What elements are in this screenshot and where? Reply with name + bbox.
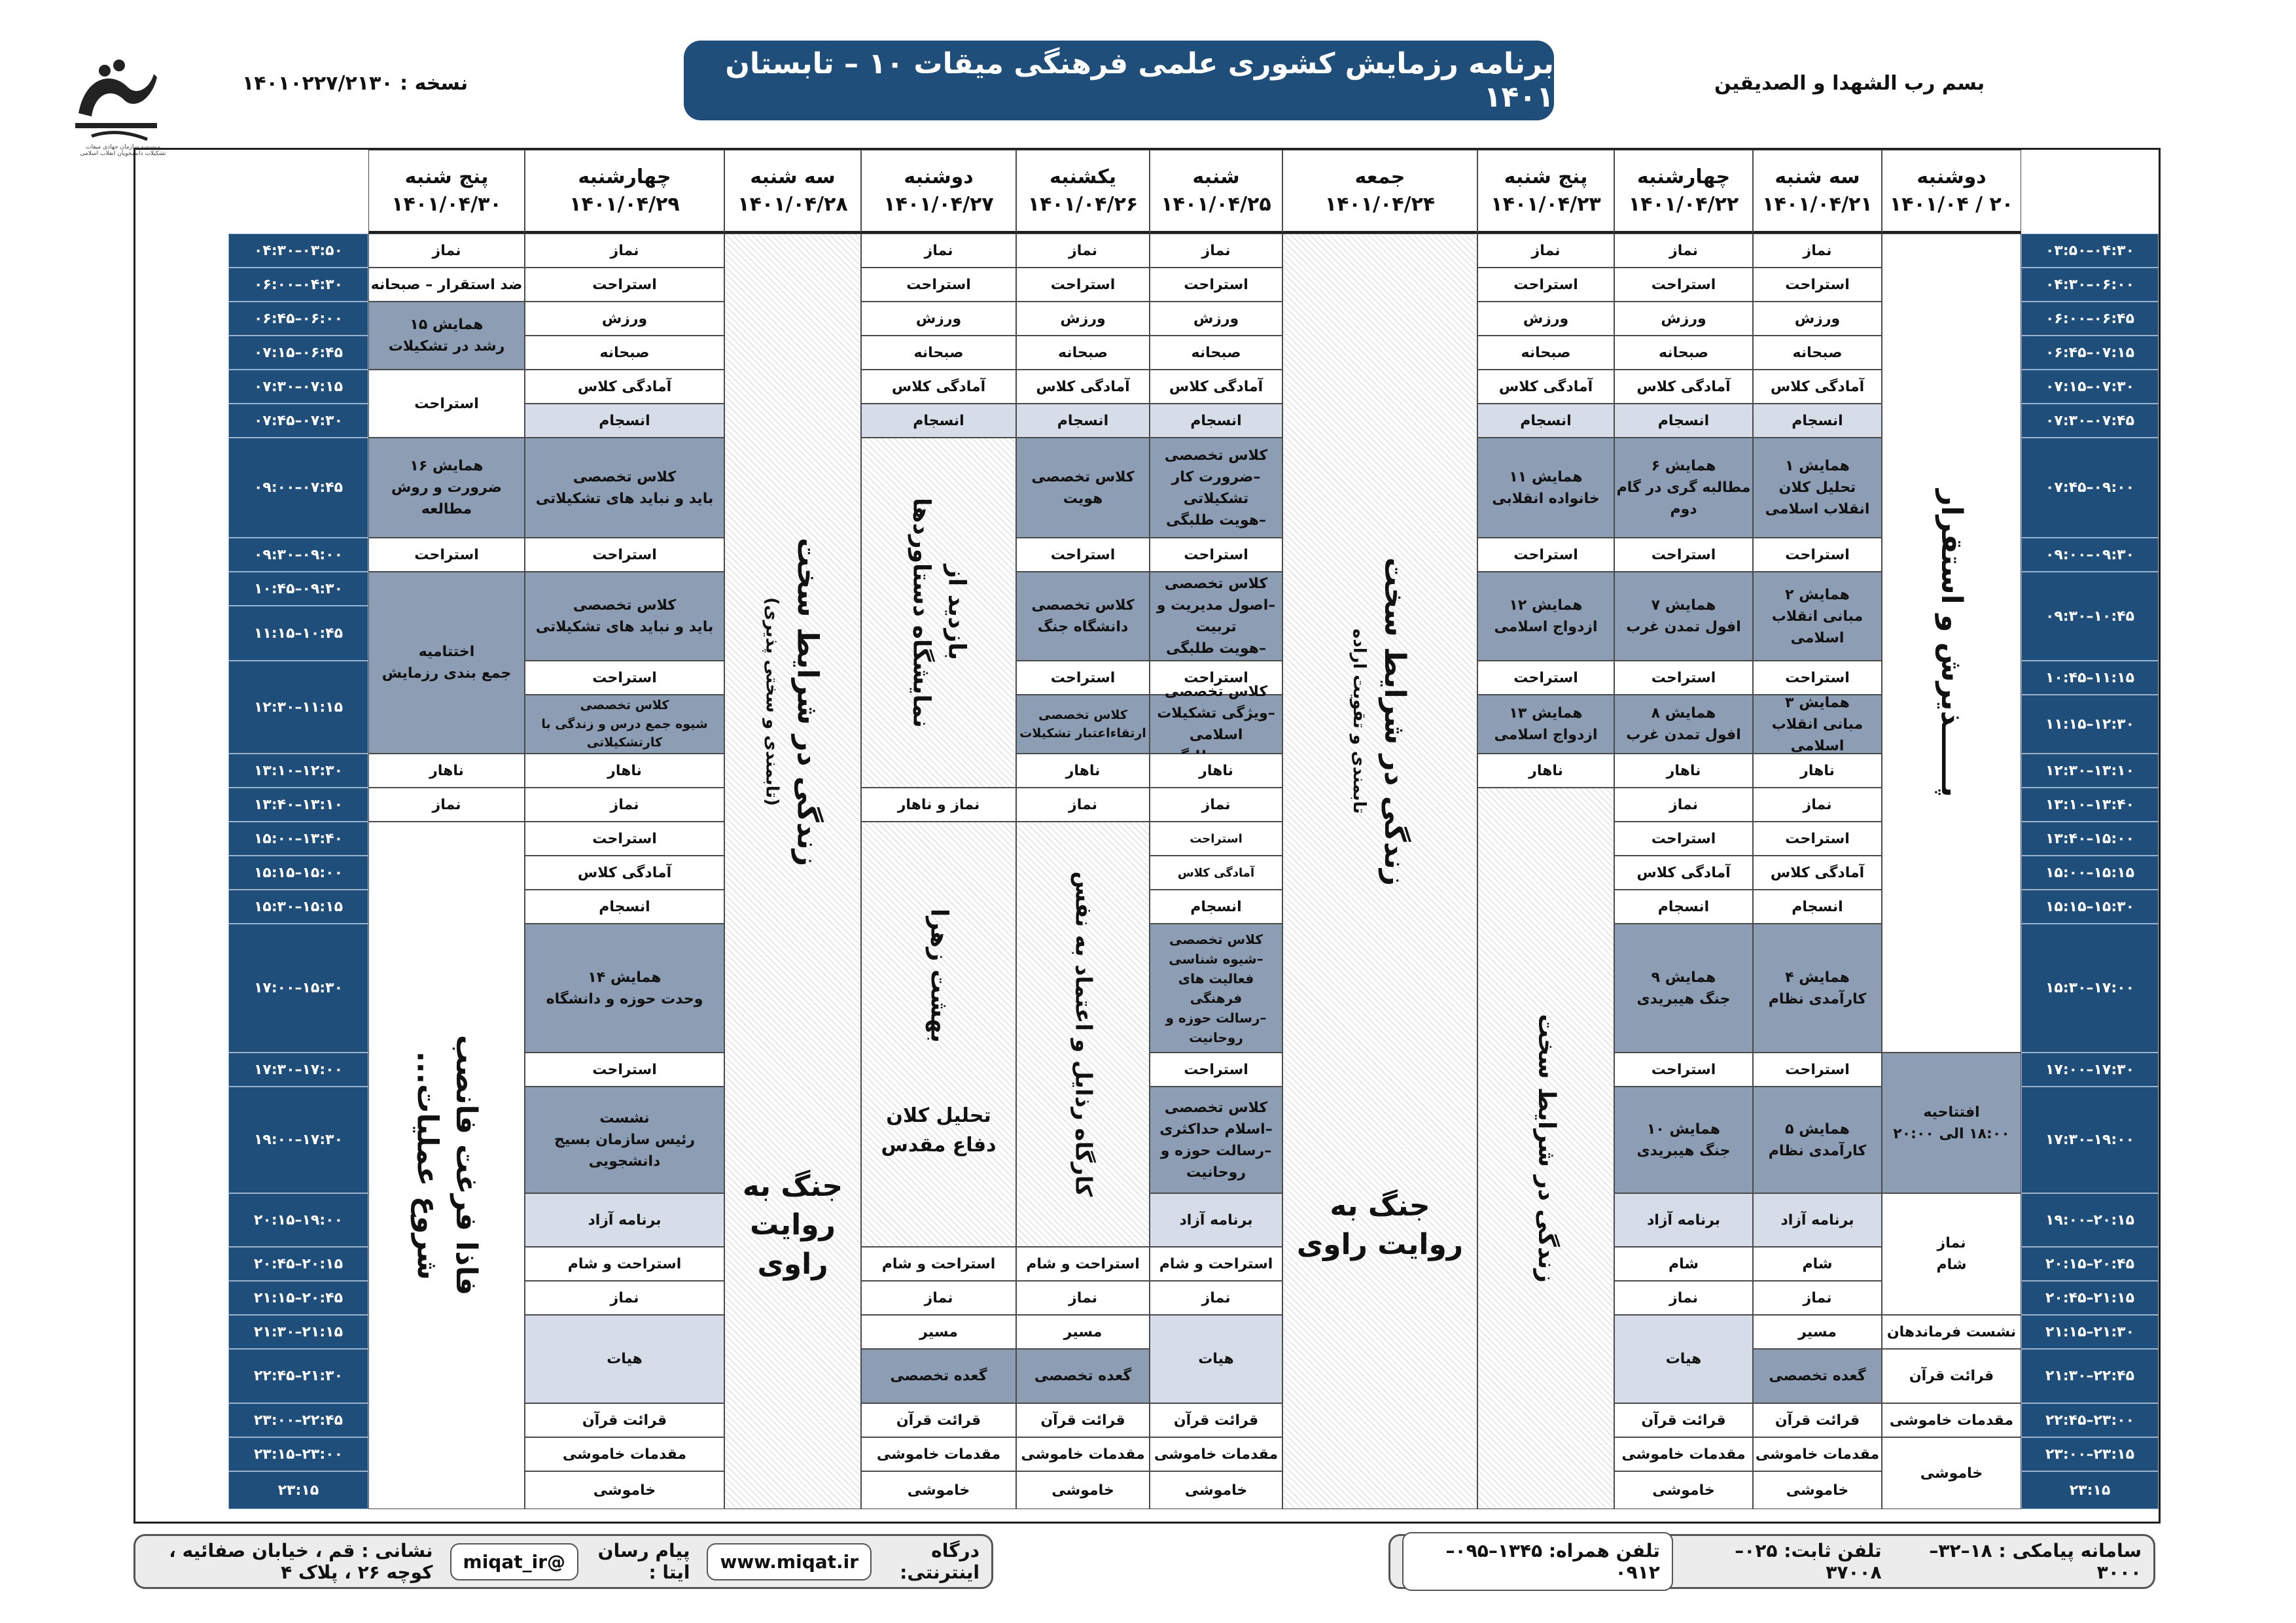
cell-prayer: نماز	[525, 1281, 724, 1315]
cell-specialist-class: کلاس تخصصی شیوه جمع درس و زندگی با کارتشکیلاتی	[525, 695, 724, 754]
cell-silence-prep: مقدمات خاموشی	[861, 1437, 1016, 1471]
time-slot: ۲۳:۱۵	[228, 1471, 368, 1509]
cell-prayer: نماز	[1016, 1281, 1150, 1315]
time-slot: ۰۹:۰۰–۰۹:۳۰	[228, 538, 368, 572]
cell-rest: استراحت	[861, 268, 1016, 302]
day-header: دوشنبه ۱۴۰۱/۰۴/۲۷	[861, 150, 1016, 234]
cell-closing: اختتامیه جمع بندی رزمایش	[368, 572, 525, 754]
cell-seminar: همایش ۸ افول تمدن غرب	[1614, 695, 1753, 754]
cell-rest: استراحت	[1477, 661, 1614, 695]
cell-rest-dinner: استراحت و شام	[861, 1247, 1016, 1281]
cell-quran: قرائت قرآن	[1614, 1403, 1753, 1437]
cell-prayer: نماز	[1150, 1281, 1282, 1315]
cell-prayer: نماز	[1614, 1281, 1753, 1315]
cell-exercise: ورزش	[1150, 302, 1282, 336]
cell-seminar: همایش ۱۱ خانواده انقلابی	[1477, 438, 1614, 538]
time-slot: ۱۱:۱۵–۱۲:۳۰	[228, 661, 368, 754]
cell-cohesion: انسجام	[1016, 404, 1150, 438]
cell-exercise: ورزش	[861, 302, 1016, 336]
cell-heyat: هیات	[1614, 1315, 1753, 1403]
cell-rest: استراحت	[1477, 538, 1614, 572]
time-slot: ۲۱:۳۰–۲۲:۴۵	[228, 1349, 368, 1403]
cell-silence: خاموشی	[861, 1471, 1016, 1509]
cell-rest: استراحت	[1614, 268, 1753, 302]
cell-specialist-class: کلاس تخصصی باید و نباید های تشکیلاتی	[525, 572, 724, 661]
cell-rest: استراحت	[1614, 538, 1753, 572]
cell-quran: قرائت قرآن	[1016, 1403, 1150, 1437]
cell-free-program: برنامه آزاد	[1150, 1193, 1282, 1247]
cell-free-program: برنامه آزاد	[1614, 1193, 1753, 1247]
cell-rest: استراحت	[1150, 268, 1282, 302]
time-slot: ۲۳:۰۰–۲۳:۱۵	[228, 1437, 368, 1471]
time-slot: ۲۳:۱۵–۲۳:۰۰	[2021, 1437, 2159, 1471]
page-title: برنامه رزمایش کشوری علمی فرهنگی میقات ۱۰ – تابستان ۱۴۰۱	[684, 41, 1554, 120]
eita-label: پیام رسان ایتا :	[597, 1540, 690, 1583]
time-slot: ۱۰:۴۵–۱۱:۱۵	[228, 606, 368, 661]
cell-silence: خاموشی	[1753, 1471, 1882, 1509]
time-slot: ۰۴:۳۰–۰۶:۰۰	[228, 268, 368, 302]
time-slot: ۱۷:۳۰–۱۹:۰۰	[228, 1087, 368, 1193]
cell-rest: استراحت	[1614, 822, 1753, 856]
sms-number: سامانه پیامکی : ۱۸–۳۲–۳۰۰۰	[1929, 1540, 2142, 1583]
hard-life-label: زندگی در شرایط سخت	[790, 537, 824, 866]
willpower-label: تابمندی و تقویت اراده	[1349, 629, 1369, 814]
cell-prayer: نماز	[525, 234, 724, 268]
cell-breakfast: صبحانه	[1477, 336, 1614, 370]
cell-lunch: ناهار	[525, 754, 724, 788]
holy-defense-label: تحلیل کلان دفاع مقدس	[881, 1104, 997, 1157]
time-slot: ۲۱:۳۰–۲۱:۱۵	[2021, 1315, 2159, 1349]
time-slot: ۱۵:۳۰–۱۵:۱۵	[2021, 890, 2159, 924]
cell-rest: استراحت	[1614, 1053, 1753, 1087]
cell-lunch: ناهار	[1016, 754, 1150, 788]
time-slot: ۱۳:۴۰–۱۵:۰۰	[228, 822, 368, 856]
day-header: یکشنبه ۱۴۰۱/۰۴/۲۶	[1016, 150, 1150, 234]
cell-rest: استراحت	[1150, 661, 1282, 695]
cell-free-program: برنامه آزاد	[1753, 1193, 1882, 1247]
cell-class-prep: آمادگی کلاس	[525, 856, 724, 890]
cell-breakfast: صبحانه	[525, 336, 724, 370]
time-slot: ۰۷:۳۰–۰۷:۴۵	[228, 404, 368, 438]
footer-contact-left	[133, 1534, 993, 1589]
hard-life-label: زندگی در شرایط سخت	[1378, 557, 1412, 886]
time-slot: ۱۲:۳۰–۱۳:۱۰	[228, 754, 368, 788]
cell-prayer: نماز	[1753, 788, 1882, 822]
cell-cohesion: انسجام	[1753, 890, 1882, 924]
time-slot: ۱۷:۳۰–۱۷:۰۰	[2021, 1053, 2159, 1087]
cell-cohesion: انسجام	[1614, 404, 1753, 438]
cell-cohesion: انسجام	[1150, 404, 1282, 438]
time-slot: ۱۳:۴۰–۱۳:۱۰	[2021, 788, 2159, 822]
cell-exercise: ورزش	[525, 302, 724, 336]
cell-prayer: نماز	[525, 788, 724, 822]
time-slot: ۰۹:۰۰–۰۷:۴۵	[2021, 438, 2159, 538]
cell-prayer: نماز	[368, 234, 525, 268]
cell-exercise: ورزش	[1614, 302, 1753, 336]
cell-breakfast: صبحانه	[1753, 336, 1882, 370]
time-slot: ۲۲:۴۵–۲۱:۳۰	[2021, 1349, 2159, 1403]
time-slot: ۰۷:۱۵–۰۶:۴۵	[2021, 336, 2159, 370]
cell-specialist-gathering: گعده تخصصی	[1016, 1349, 1150, 1403]
miqat-logo-icon	[65, 51, 164, 156]
cell-seminar: همایش ۱۲ ازدواج اسلامی	[1477, 572, 1614, 661]
cell-quran: قرائت قرآن	[1753, 1403, 1882, 1437]
cell-rest: استراحت	[1477, 268, 1614, 302]
cell-rest: استراحت	[1016, 538, 1150, 572]
cell-cohesion: انسجام	[1614, 890, 1753, 924]
cell-class-prep: آمادگی کلاس	[1477, 370, 1614, 404]
copy-value: ۱۴۰۱۰۲۲۷/۲۱۳۰	[242, 72, 393, 95]
cell-cohesion: انسجام	[861, 404, 1016, 438]
cell-seminar: همایش ۱۵ رشد در تشکیلات	[368, 302, 525, 370]
day-header: شنبه ۱۴۰۱/۰۴/۲۵	[1150, 150, 1282, 234]
cell-lunch: ناهار	[1477, 754, 1614, 788]
cell-specialist-class: –ویژگی تشکیلات اسلامی	[1150, 695, 1282, 754]
cell-rest: استراحت	[368, 370, 525, 438]
tuesday-hard-life	[758, 538, 826, 866]
time-slot: ۱۰:۴۵–۰۹:۳۰	[2021, 572, 2159, 661]
cell-prayer: نماز	[1150, 234, 1282, 268]
time-slot: ۰۶:۴۵–۰۶:۰۰	[2021, 302, 2159, 336]
time-slot: ۰۶:۴۵–۰۷:۱۵	[228, 336, 368, 370]
cell-dinner: شام	[1753, 1247, 1882, 1281]
copy-number	[242, 72, 468, 95]
time-slot: ۰۹:۳۰–۱۰:۴۵	[228, 572, 368, 606]
cell-silence: خاموشی	[1882, 1437, 2021, 1509]
time-slot: ۱۳:۱۰–۱۲:۳۰	[2021, 754, 2159, 788]
website-label: درگاه اینترنتی:	[900, 1540, 980, 1583]
cell-seminar: همایش ۱۴ وحدت حوزه و دانشگاه	[525, 924, 724, 1053]
time-slot: ۱۳:۱۰–۱۳:۴۰	[228, 788, 368, 822]
time-slot: ۰۷:۳۰–۰۷:۱۵	[2021, 370, 2159, 404]
day-header: جمعه ۱۴۰۱/۰۴/۲۴	[1282, 150, 1477, 234]
cell-prayer: نماز	[861, 234, 1016, 268]
cell-seminar: همایش ۱۰ جنگ هیبریدی	[1614, 1087, 1753, 1193]
cell-breakfast: صبحانه	[1150, 336, 1282, 370]
cell-specialist-class: کلاس تخصصی –شیوه شناسی فعالیت های فرهنگی –رسالت حوزه و روحانیت	[1150, 924, 1282, 1053]
cell-rest-dinner: استراحت و شام	[1150, 1247, 1282, 1281]
cell-exercise: ورزش	[1477, 302, 1614, 336]
cell-seminar: همایش ۵ کارآمدی نظام	[1753, 1087, 1882, 1193]
cell-rest: استراحت	[1753, 268, 1882, 302]
time-slot: ۱۵:۱۵–۱۵:۳۰	[228, 890, 368, 924]
day-header: سه شنبه ۱۴۰۱/۰۴/۲۱	[1753, 150, 1882, 234]
time-slot: ۱۵:۰۰–۱۳:۴۰	[2021, 822, 2159, 856]
day-header: چهارشنبه ۱۴۰۱/۰۴/۲۲	[1614, 150, 1753, 234]
cell-quran: قرائت قرآن	[525, 1403, 724, 1437]
cell-prayer: نماز	[1150, 788, 1282, 822]
cell-hard-conditions: زندگی در شرایط سخت	[1477, 788, 1614, 1509]
cell-prayer: نماز	[1753, 234, 1882, 268]
cell-rest: استراحت	[525, 268, 724, 302]
cell-class-prep: آمادگی کلاس	[525, 370, 724, 404]
time-slot: ۱۲:۳۰–۱۱:۱۵	[2021, 695, 2159, 754]
time-slot: ۱۹:۰۰–۱۷:۳۰	[2021, 1087, 2159, 1193]
cell-exercise: ورزش	[1016, 302, 1150, 336]
cell-class-prep: آمادگی کلاس	[1753, 856, 1882, 890]
top-right-invocation: بسم رب الشهدا و الصدیقین	[1714, 72, 1985, 95]
day-header: سه شنبه ۱۴۰۱/۰۴/۲۸	[724, 150, 861, 234]
cell-seminar: همایش ۲ مبانی انقلاب اسلامی	[1753, 572, 1882, 661]
cell-quran: قرائت قرآن	[861, 1403, 1016, 1437]
time-slot: ۱۷:۰۰–۱۷:۳۰	[228, 1053, 368, 1087]
cell-dinner: شام	[1614, 1247, 1753, 1281]
day-header: پنج شنبه ۱۴۰۱/۰۴/۳۰	[368, 150, 525, 234]
cell-specialist-class: کلاس تخصصی –اصول مدیریت و تربیت –هویت طلبگی	[1150, 572, 1282, 661]
time-slot: ۰۶:۰۰–۰۴:۳۰	[2021, 268, 2159, 302]
cell-commanders-meeting: نشست فرماندهان	[1882, 1315, 2021, 1349]
cell-breakfast: صبحانه	[1016, 336, 1150, 370]
time-slot: ۲۱:۱۵–۲۰:۴۵	[2021, 1281, 2159, 1315]
cell-reception: پــــــذیرش و استقرار	[1882, 234, 2021, 1053]
cell-cohesion: انسجام	[525, 890, 724, 924]
resilience-label: (تابمندی و سختی پذیری)	[762, 597, 782, 807]
cell-prayer: نماز	[1016, 788, 1150, 822]
cell-exercise: ورزش	[1753, 302, 1882, 336]
time-header-corner	[228, 150, 368, 234]
cell-exhibition-visit: بازدید از نمایشگاه دستاوردها	[861, 438, 1016, 788]
cell-behesht-zahra	[861, 822, 1016, 1247]
cell-rest: استراحت	[1753, 661, 1882, 695]
cell-rest: استراحت	[1016, 661, 1150, 695]
cell-rest: استراحت	[1753, 1053, 1882, 1087]
cell-heyat: هیات	[525, 1315, 724, 1403]
cell-silence-prep: مقدمات خاموشی	[1150, 1437, 1282, 1471]
cell-rest: استراحت	[525, 1053, 724, 1087]
cell-specialist-class: کلاس تخصصی ارتقاءاعتبار تشکیلات	[1016, 695, 1150, 754]
cell-class-prep: آمادگی کلاس	[1753, 370, 1882, 404]
mobile-number: تلفن همراه: ۱۳۴۵–۰۹۵–۰۹۱۲	[1402, 1532, 1673, 1591]
cell-silence-prep: مقدمات خاموشی	[1753, 1437, 1882, 1471]
cell-quran: قرائت قرآن	[1882, 1349, 2021, 1403]
footer-contact-right	[1388, 1534, 2155, 1589]
time-slot: ۲۰:۱۵–۱۹:۰۰	[2021, 1193, 2159, 1247]
cell-silence: خاموشی	[1614, 1471, 1753, 1509]
time-slot: ۲۰:۱۵–۲۰:۴۵	[228, 1247, 368, 1281]
time-slot: ۰۴:۳۰–۰۳:۵۰	[2021, 234, 2159, 268]
cell-rest: استراحت	[525, 538, 724, 572]
cell-operation-start: فاذا فرغت فانصب شروع عملیات...	[368, 822, 525, 1509]
phone-number: تلفن ثابت: ۰۲۵–۳۷۰۰۸	[1735, 1540, 1882, 1583]
cell-rest: استراحت	[1753, 822, 1882, 856]
cell-silence: خاموشی	[1016, 1471, 1150, 1509]
cell-seminar: همایش ۱ تحلیل کلان انقلاب اسلامی	[1753, 438, 1882, 538]
cell-opening: افتتاحیه ۱۸:۰۰ الی ۲۰:۰۰	[1882, 1053, 2021, 1193]
cell-seminar: همایش ۴ کارآمدی نظام	[1753, 924, 1882, 1053]
cell-class-prep: آمادگی کلاس	[1614, 856, 1753, 890]
logo-caption: موسسه سازمان جهادی میقات تشکیلات دانشجویان انقلاب اسلامی	[80, 144, 166, 157]
cell-lunch: ناهار	[1614, 754, 1753, 788]
cell-meeting: نشست رئیس سازمان بسیج دانشجویی	[525, 1087, 724, 1193]
cell-class-prep: آمادگی کلاس	[1614, 370, 1753, 404]
cell-class-prep: آمادگی کلاس	[1150, 856, 1282, 890]
cell-seminar: همایش ۷ افول تمدن غرب	[1614, 572, 1753, 661]
schedule-table	[133, 148, 2161, 1524]
time-slot: ۰۷:۱۵–۰۷:۳۰	[228, 370, 368, 404]
time-slot: ۲۰:۴۵–۲۱:۱۵	[228, 1281, 368, 1315]
cell-lunch: ناهار	[1753, 754, 1882, 788]
time-slot: ۱۹:۰۰–۲۰:۱۵	[228, 1193, 368, 1247]
cell-seminar: همایش ۹ جنگ هیبریدی	[1614, 924, 1753, 1053]
behesht-label: بهشت زهرا	[925, 908, 953, 1043]
time-slot: ۰۳:۵۰–۰۴:۳۰	[228, 234, 368, 268]
address: نشانی : قم ، خیابان صفائیه ، کوچه ۲۶ ، پلاک ۴	[169, 1540, 433, 1583]
cell-heyat: هیات	[1150, 1315, 1282, 1403]
cell-silence-prep: مقدمات خاموشی	[1882, 1403, 2021, 1437]
cell-anti-settlement: ضد استقرار – صبحانه	[368, 268, 525, 302]
cell-specialist-class: کلاس تخصصی باید و نباید های تشکیلاتی	[525, 438, 724, 538]
time-slot: ۲۱:۱۵–۲۱:۳۰	[228, 1315, 368, 1349]
time-slot: ۱۷:۰۰–۱۵:۳۰	[2021, 924, 2159, 1053]
cell-class-prep: آمادگی کلاس	[1016, 370, 1150, 404]
day-header: دوشنبه ۲۰ / ۱۴۰۱/۰۴	[1882, 150, 2021, 234]
cell-route: مسیر	[1016, 1315, 1150, 1349]
time-header-corner	[2021, 150, 2159, 234]
time-slot: ۲۰:۴۵–۲۰:۱۵	[2021, 1247, 2159, 1281]
cell-rest: استراحت	[368, 538, 525, 572]
cell-prayer: نماز	[1477, 234, 1614, 268]
cell-rest: استراحت	[1150, 538, 1282, 572]
cell-workshop: کارگاه رذایل و اعتماد به نفس	[1016, 822, 1150, 1247]
time-slot: ۲۳:۰۰–۲۲:۴۵	[2021, 1403, 2159, 1437]
cell-seminar: همایش ۶ مطالبه گری در گام دوم	[1614, 438, 1753, 538]
cell-specialist-class: کلاس تخصصی هویت	[1016, 438, 1150, 538]
cell-lunch: ناهار	[1150, 754, 1282, 788]
cell-rest: استراحت	[1753, 538, 1882, 572]
cell-specialist-class: کلاس تخصصی –ضرورت کار تشکیلاتی –هویت طلبگی	[1150, 438, 1282, 538]
time-slot: ۱۵:۰۰–۱۵:۱۵	[228, 856, 368, 890]
cell-lunch: ناهار	[368, 754, 525, 788]
cell-seminar: همایش ۳ مبانی انقلاب اسلامی	[1753, 695, 1882, 754]
cell-specialist-class: کلاس تخصصی –اسلام حداکثری –رسالت حوزه و روحانیت	[1150, 1087, 1282, 1193]
cell-route: مسیر	[861, 1315, 1016, 1349]
cell-rest: استراحت	[1150, 822, 1282, 856]
cell-specialist-gathering: گعده تخصصی	[1753, 1349, 1882, 1403]
cell-quran: قرائت قرآن	[1150, 1403, 1282, 1437]
cell-breakfast: صبحانه	[1614, 336, 1753, 370]
cell-rest: استراحت	[525, 661, 724, 695]
eita-handle[interactable]: @miqat_ir	[450, 1543, 579, 1580]
cell-prayer: نماز	[861, 1281, 1016, 1315]
cell-prayer: نماز	[368, 788, 525, 822]
cell-free-program: برنامه آزاد	[525, 1193, 724, 1247]
cell-class-prep: آمادگی کلاس	[861, 370, 1016, 404]
friday-hard-life	[1346, 557, 1414, 886]
war-narrator-label: جنگ به روایت راوی	[742, 1169, 843, 1281]
cell-silence-prep: مقدمات خاموشی	[1016, 1437, 1150, 1471]
time-slot: ۰۷:۴۵–۰۹:۰۰	[228, 438, 368, 538]
cell-rest: استراحت	[525, 822, 724, 856]
cell-tuesday-program	[724, 234, 861, 1509]
cell-rest-dinner: استراحت و شام	[525, 1247, 724, 1281]
cell-cohesion: انسجام	[1477, 404, 1614, 438]
day-header: پنج شنبه ۱۴۰۱/۰۴/۲۳	[1477, 150, 1614, 234]
cell-prayer: نماز	[1614, 234, 1753, 268]
cell-rest-dinner: استراحت و شام	[1016, 1247, 1150, 1281]
cell-silence: خاموشی	[525, 1471, 724, 1509]
time-slot: ۱۵:۳۰–۱۷:۰۰	[228, 924, 368, 1053]
cell-cohesion: انسجام	[1150, 890, 1282, 924]
cell-specialist-gathering: گعده تخصصی	[861, 1349, 1016, 1403]
cell-prayer: نماز	[1753, 1281, 1882, 1315]
cell-class-prep: آمادگی کلاس	[1150, 370, 1282, 404]
cell-cohesion: انسجام	[1753, 404, 1882, 438]
copy-label: نسخه :	[400, 72, 468, 95]
cell-rest: استراحت	[1016, 268, 1150, 302]
cell-prayer: نماز	[1614, 788, 1753, 822]
website-link[interactable]: www.miqat.ir	[707, 1543, 872, 1580]
time-slot: ۲۲:۴۵–۲۳:۰۰	[228, 1403, 368, 1437]
time-slot: ۰۷:۴۵–۰۷:۳۰	[2021, 404, 2159, 438]
cell-specialist-class: کلاس تخصصی دانشگاه جنگ	[1016, 572, 1150, 661]
cell-prayer: نماز	[1016, 234, 1150, 268]
time-slot: ۱۱:۱۵–۱۰:۴۵	[2021, 661, 2159, 695]
day-header: چهارشنبه ۱۴۰۱/۰۴/۲۹	[525, 150, 724, 234]
cell-seminar: همایش ۱۳ ازدواج اسلامی	[1477, 695, 1614, 754]
cell-seminar: همایش ۱۶ ضرورت و روش مطالعه	[368, 438, 525, 538]
time-slot: ۰۶:۰۰–۰۶:۴۵	[228, 302, 368, 336]
time-slot: ۰۹:۳۰–۰۹:۰۰	[2021, 538, 2159, 572]
cell-silence-prep: مقدمات خاموشی	[1614, 1437, 1753, 1471]
cell-rest: استراحت	[1150, 1053, 1282, 1087]
cell-route: مسیر	[1753, 1315, 1882, 1349]
time-slot: ۲۳:۱۵	[2021, 1471, 2159, 1509]
cell-breakfast: صبحانه	[861, 336, 1016, 370]
cell-prayer-dinner: نماز شام	[1882, 1193, 2021, 1315]
cell-silence: خاموشی	[1150, 1471, 1282, 1509]
time-slot: ۱۵:۱۵–۱۵:۰۰	[2021, 856, 2159, 890]
cell-silence-prep: مقدمات خاموشی	[525, 1437, 724, 1471]
war-narrator-label: جنگ به روایت راوی	[1296, 1189, 1464, 1262]
cell-friday-program	[1282, 234, 1477, 1509]
cell-rest: استراحت	[1614, 661, 1753, 695]
cell-prayer-lunch: نماز و ناهار	[861, 788, 1016, 822]
cell-cohesion: انسجام	[525, 404, 724, 438]
